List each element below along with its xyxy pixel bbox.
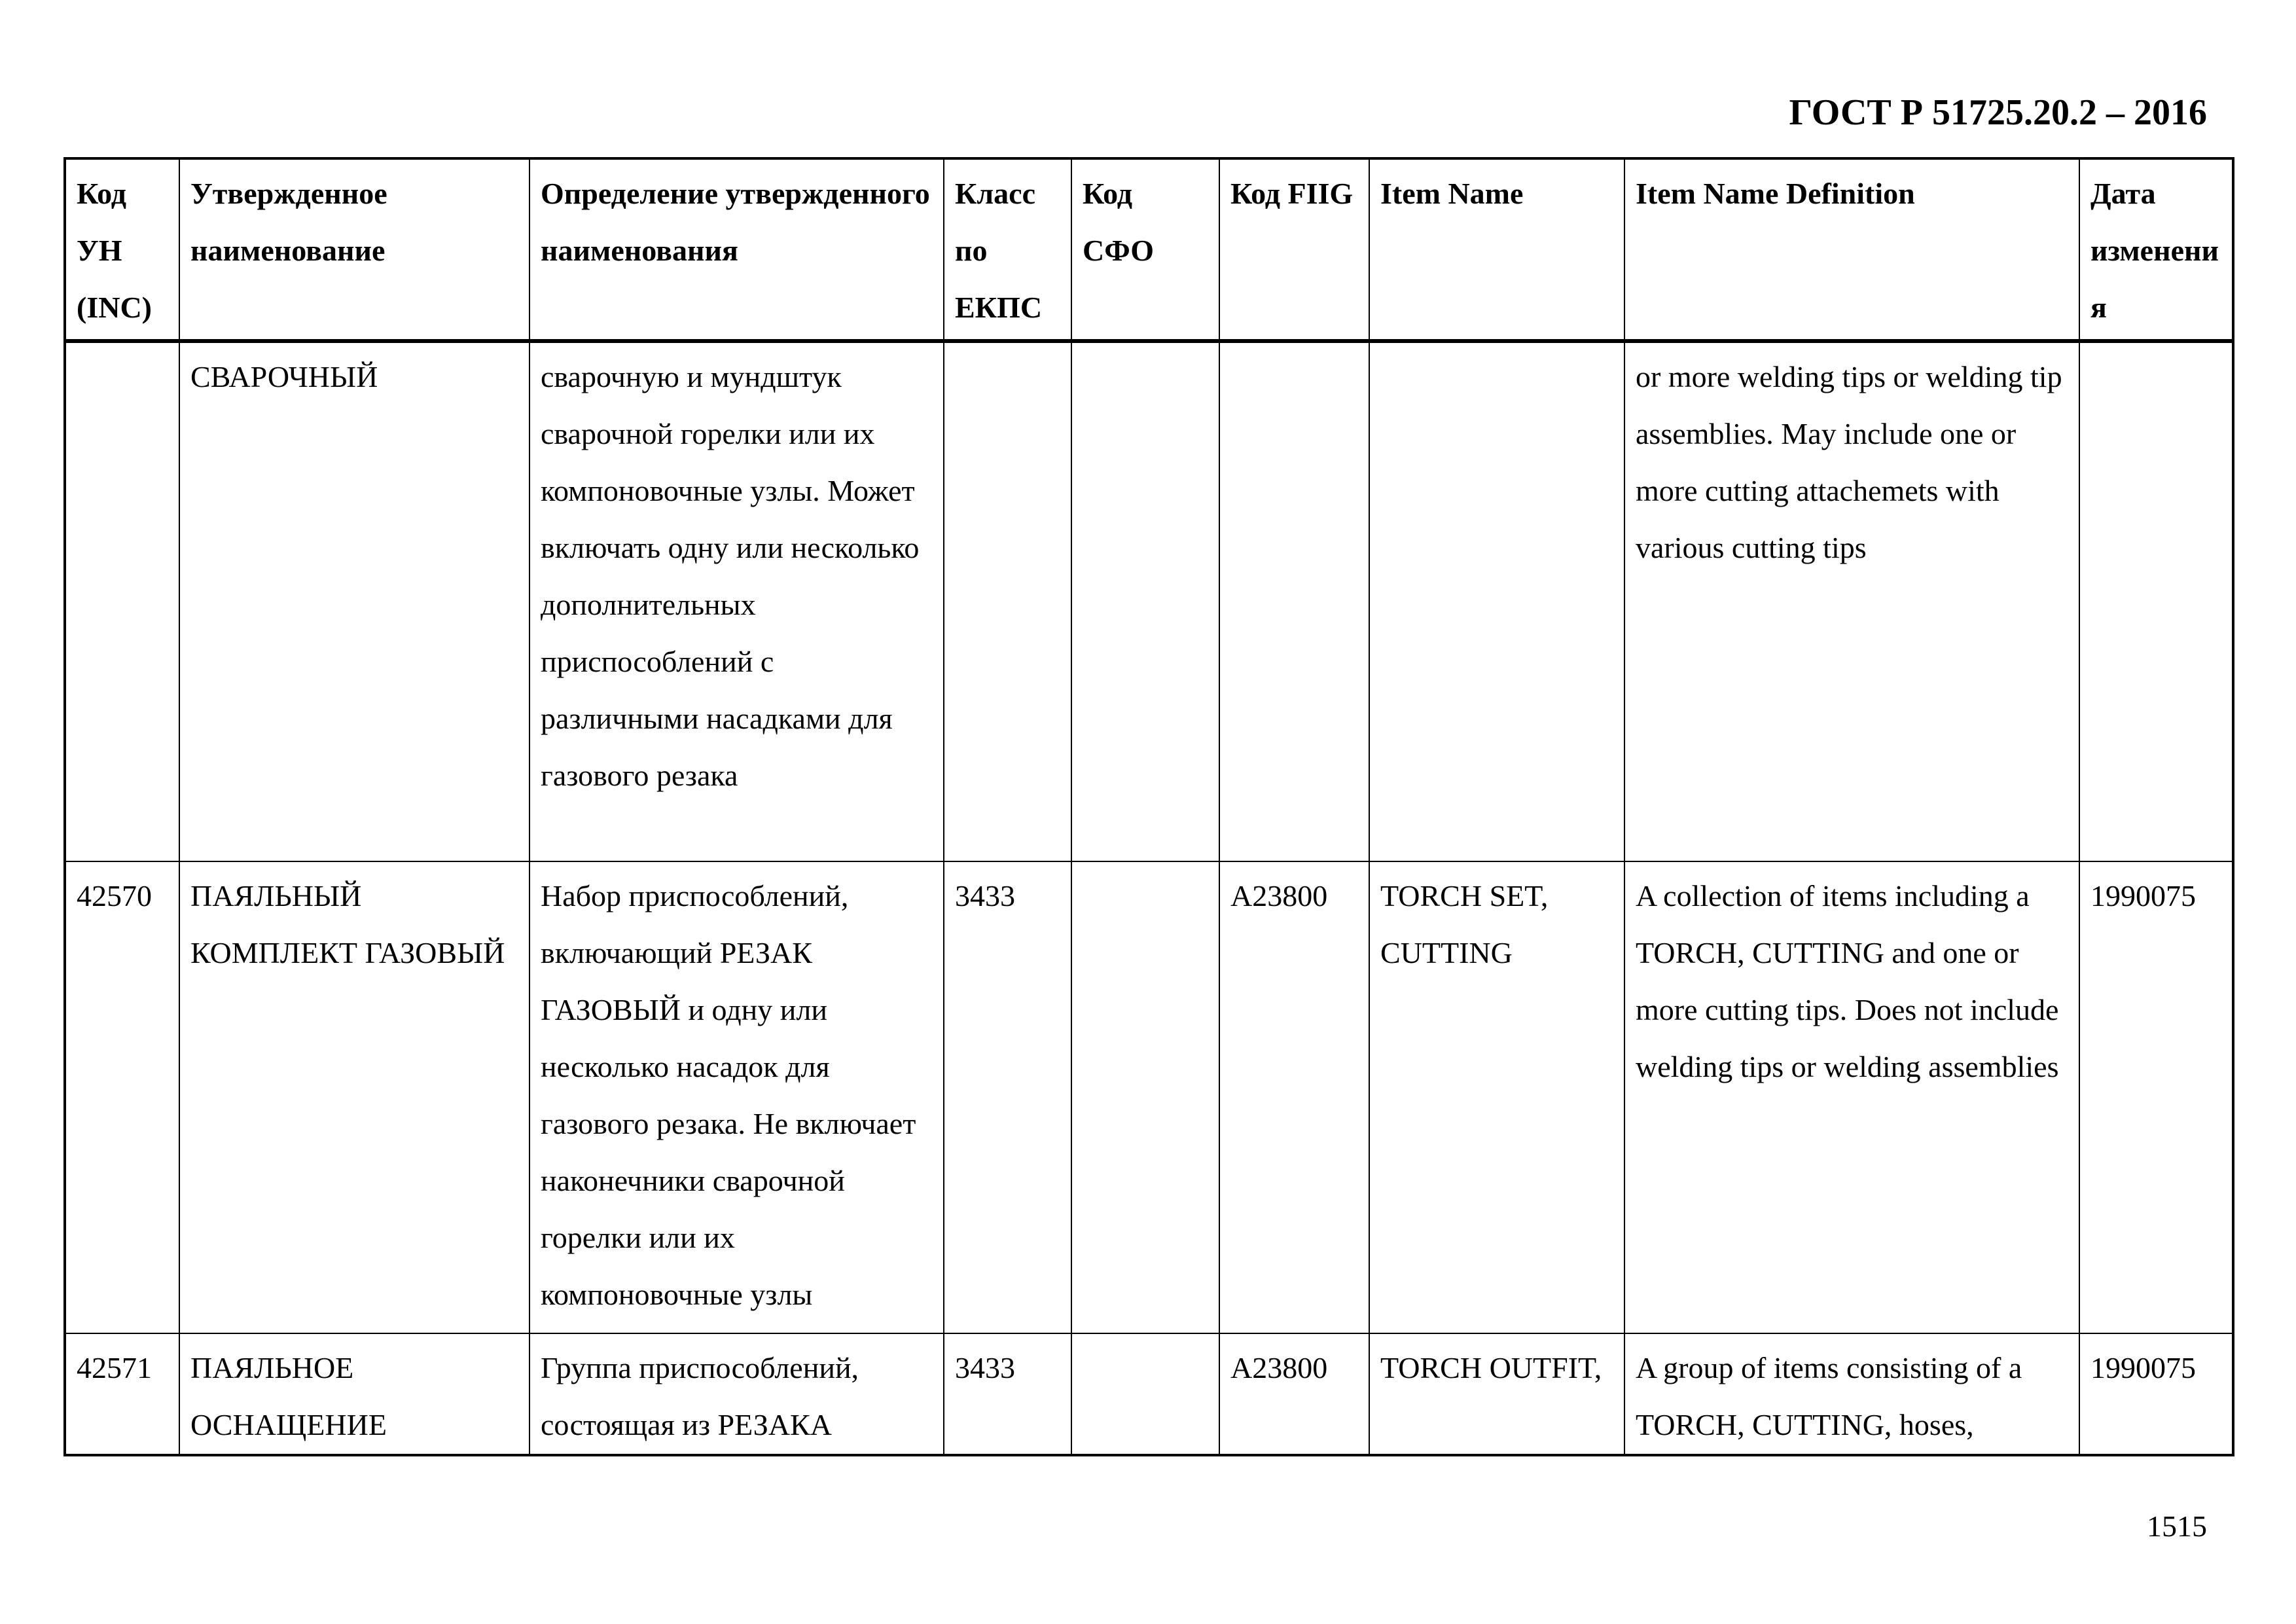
cell-definition: Набор приспособлений, включающий РЕЗАК ГАЗОВЫЙ и одну или несколько насадок для газового резака. Не включает наконечники сварочной горелки или их компоновочные узлы [529, 861, 944, 1333]
cell-approved-name: ПАЯЛЬНЫЙ КОМПЛЕКТ ГАЗОВЫЙ [179, 861, 529, 1333]
column-header-item-name-definition: Item Name Definition [1624, 158, 2079, 341]
cell-fiig: A23800 [1219, 1333, 1369, 1455]
cell-sfo [1071, 341, 1219, 861]
cell-item-name-definition: or more welding tips or welding tip assemblies. May include one or more cutting attachemets with various cutting tips [1624, 341, 2079, 861]
column-header-sfo: Код СФО [1071, 158, 1219, 341]
cell-sfo [1071, 861, 1219, 1333]
page-number: 1515 [2147, 1509, 2207, 1543]
column-header-inc: Код УН (INC) [65, 158, 179, 341]
table-row [65, 341, 2233, 861]
cell-item-name-definition: A collection of items including a TORCH, CUTTING and one or more cutting tips. Does not include welding tips or welding assemblies [1624, 861, 2079, 1333]
cell-item-name-definition: A group of items consisting of a TORCH, CUTTING, hoses, [1624, 1333, 2079, 1455]
cell-item-name: TORCH OUTFIT, [1369, 1333, 1624, 1455]
column-header-fiig: Код FIIG [1219, 158, 1369, 341]
cell-class [944, 341, 1071, 861]
cell-definition: сварочную и мундштук сварочной горелки или их компоновочные узлы. Может включать одну или несколько дополнительных приспособлений с различными насадками для газового резака [529, 341, 944, 861]
cell-class: 3433 [944, 1333, 1071, 1455]
cell-inc: 42571 [65, 1333, 179, 1455]
cell-fiig [1219, 341, 1369, 861]
column-header-item-name: Item Name [1369, 158, 1624, 341]
column-header-class: Класс по ЕКПС [944, 158, 1071, 341]
item-names-table [63, 157, 2234, 1456]
cell-item-name [1369, 341, 1624, 861]
table-header-row [65, 158, 2233, 341]
cell-class: 3433 [944, 861, 1071, 1333]
column-header-definition: Определение утвержденного наименования [529, 158, 944, 341]
cell-change-date [2079, 341, 2233, 861]
cell-inc [65, 341, 179, 861]
table-row [65, 1333, 2233, 1455]
cell-change-date: 1990075 [2079, 1333, 2233, 1455]
cell-item-name: TORCH SET, CUTTING [1369, 861, 1624, 1333]
cell-definition: Группа приспособлений, состоящая из РЕЗАКА [529, 1333, 944, 1455]
column-header-change-date: Дата изменения [2079, 158, 2233, 341]
document-code: ГОСТ Р 51725.20.2 – 2016 [1789, 92, 2207, 133]
cell-change-date: 1990075 [2079, 861, 2233, 1333]
table-row [65, 861, 2233, 1333]
cell-fiig: A23800 [1219, 861, 1369, 1333]
cell-inc: 42570 [65, 861, 179, 1333]
cell-approved-name: СВАРОЧНЫЙ [179, 341, 529, 861]
cell-approved-name: ПАЯЛЬНОЕ ОСНАЩЕНИЕ [179, 1333, 529, 1455]
cell-sfo [1071, 1333, 1219, 1455]
column-header-approved-name: Утвержденное наименование [179, 158, 529, 341]
